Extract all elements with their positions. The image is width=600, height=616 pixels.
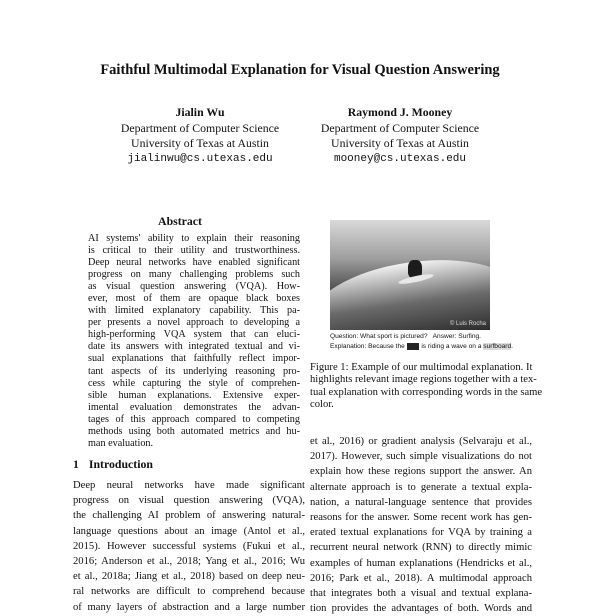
figure-qa-text	[330, 332, 530, 351]
intro-line: ral networks are difficult to comprehend because	[73, 586, 305, 598]
body-line: erated textual explanations for VQA by training a	[310, 527, 532, 539]
explanation-end: .	[511, 342, 513, 350]
body-line: explain how these regions support the answer. An	[310, 466, 532, 478]
intro-line: 2015). However successful systems (Fukui et al.,	[73, 540, 305, 552]
author-univ: University of Texas at Austin	[331, 136, 469, 150]
right-column-body	[310, 434, 532, 616]
body-line: et al., 2016) or gradient analysis (Selvaraju et al.,	[310, 436, 532, 447]
abstract-line: AI systems' ability to explain their reasoning	[88, 233, 300, 244]
author-name: Raymond J. Mooney	[347, 105, 453, 119]
intro-body	[73, 478, 305, 615]
body-line: nation, a natural-language sentence that provides	[310, 496, 532, 508]
explanation-prefix: Explanation: Because the	[330, 342, 405, 350]
author-email[interactable]: jialinwu@cs.utexas.edu	[127, 152, 273, 165]
author-dept: Department of Computer Science	[120, 120, 280, 135]
abstract-line: is critical to their utility and trustworthiness.	[88, 245, 300, 257]
abstract-line: Deep neural networks have enabled significant	[88, 257, 300, 269]
caption-line: Figure 1: Example of our multimodal explanation. It	[310, 362, 533, 373]
author-name: Jialin Wu	[175, 105, 225, 119]
body-line: tion provides the advantages of both. Words and	[310, 603, 532, 615]
abstract-line: imental evaluation demonstrates the advan-	[88, 401, 300, 413]
body-line: reasons for the answer. Some recent work has gen-	[310, 512, 532, 524]
paper-title: Faithful Multimodal Explanation for Visual Question Answering	[100, 62, 500, 78]
abstract-heading: Abstract	[158, 214, 202, 228]
photo-credit: © Luis Rocha	[449, 321, 486, 327]
abstract-line: cess while capturing the style of comprehen-	[88, 377, 300, 389]
explanation-mid: is riding a wave on a	[421, 342, 482, 350]
caption-line: highlights relevant image regions together with a tex-	[310, 374, 537, 386]
figure-question-line	[330, 332, 530, 342]
abstract-line: tages of this approach compared to competing	[88, 413, 300, 425]
author-block-2	[295, 105, 505, 167]
abstract-body	[88, 233, 300, 450]
figure-answer: Answer: Surfing.	[432, 333, 482, 340]
body-line: 2016; Park et al., 2018). A multimodal approach	[310, 572, 532, 584]
highlight-man: man	[406, 342, 420, 350]
abstract-line: with limited explanatory capability. This pa-	[88, 305, 300, 317]
abstract-line: date its answers with integrated textual and vi-	[88, 341, 300, 353]
abstract-line: sible human explanations. Extensive exper-	[88, 389, 300, 401]
figure-explanation-line	[330, 342, 530, 352]
caption-line: tual explanation with corresponding words in the same	[310, 386, 543, 398]
body-line: recurrent neural network (RNN) to directly mimic	[310, 542, 532, 554]
abstract-line: per presents a novel approach to developing a	[88, 317, 300, 329]
intro-line: 2016; Anderson et al., 2018; Yang et al., 2016; Wu	[73, 556, 305, 568]
abstract-line: high-performing VQA system that can eluci-	[88, 329, 300, 341]
body-line: examples of human explanations (Hendricks et al.,	[310, 557, 532, 569]
abstract-line: tant aspects of its underlying reasoning pro-	[88, 365, 300, 377]
body-line: that integrates both a visual and textual explana-	[310, 588, 532, 600]
intro-line: of many layers of abstraction and a large number	[73, 601, 305, 613]
figure-surfing-photo	[330, 220, 490, 330]
abstract-line: progress on many challenging problems such	[88, 269, 300, 281]
section-title: Introduction	[88, 457, 153, 471]
abstract-line: ever, most of them are opaque black boxes	[88, 293, 300, 305]
body-line: alternate approach is to generate a textual expla-	[310, 481, 532, 493]
abstract-line: methods using both automated metrics and hu-	[88, 425, 300, 437]
author-block-1	[100, 105, 300, 167]
intro-line: et al., 2018a; Jiang et al., 2018) based on deep neu-	[73, 571, 305, 583]
intro-line: the challenging AI problem of answering natural-	[73, 510, 305, 522]
author-email[interactable]: mooney@cs.utexas.edu	[333, 152, 467, 165]
abstract-line: as visual question answering (VQA). How-	[88, 281, 300, 293]
figure-caption	[310, 362, 543, 412]
section-number: 1	[73, 457, 79, 471]
body-line: 2017). However, such simple visualizations do not	[310, 451, 532, 463]
section-heading	[73, 457, 153, 472]
highlight-surfboard: surfboard	[483, 342, 512, 350]
figure-question: Question: What sport is pictured?	[330, 333, 428, 340]
author-dept: Department of Computer Science	[320, 120, 480, 135]
abstract-line: man evaluation.	[88, 437, 154, 449]
abstract-line: sual explanations that faithfully reflect impor-	[88, 353, 300, 365]
caption-line: color.	[310, 399, 334, 411]
author-univ: University of Texas at Austin	[131, 136, 269, 150]
intro-line: progress on visual question answering (VQA),	[73, 495, 305, 507]
intro-line: language questions about an image (Antol et al.,	[73, 525, 305, 537]
intro-line: Deep neural networks have made significant	[73, 480, 305, 491]
